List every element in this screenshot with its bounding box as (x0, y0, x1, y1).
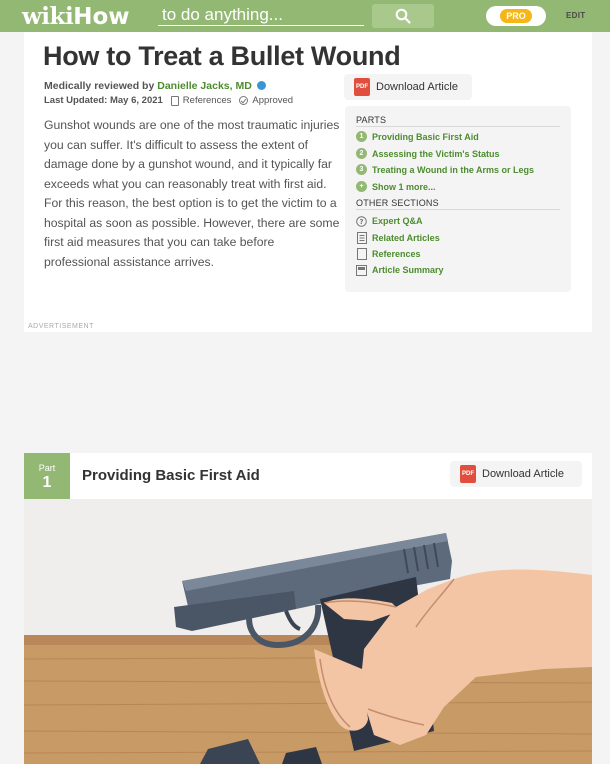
download-article-button-2[interactable] (450, 461, 582, 487)
toc-part-label: Treating a Wound in the Arms or Legs (372, 164, 535, 175)
approved-check-icon (239, 96, 248, 105)
pdf-icon: PDF (460, 465, 476, 483)
toc-part-3[interactable] (356, 164, 534, 175)
toc-section-label: References (372, 249, 421, 259)
show-more-link[interactable] (356, 181, 436, 192)
search-icon (395, 8, 411, 24)
part-number-badge: 2 (356, 148, 367, 159)
edit-button[interactable]: EDIT (566, 11, 586, 20)
svg-text:?: ? (359, 217, 364, 226)
toc-part-2[interactable] (356, 148, 500, 159)
toc-section-article-summary[interactable] (356, 264, 444, 276)
parts-heading: PARTS (356, 115, 387, 125)
toc-section-references[interactable] (356, 248, 421, 260)
intro-paragraph: Gunshot wounds are one of the most traumatic injuries you can suffer. It's difficult to assess the extent of damage done by a gunshot wound, and it typically far exceeds what you can reasonably treat with first aid. For this reason, the best option is to get the victim to a hospital as soon as possible. However, there are some first aid measures that you can take before professional assistance arrives. (44, 118, 340, 269)
references-icon (171, 96, 179, 106)
references-link[interactable]: References (182, 95, 232, 106)
article-meta-line (44, 95, 293, 106)
toc-section-label: Related Articles (372, 233, 440, 243)
table-of-contents (345, 106, 571, 292)
part-number-badge: 3 (356, 164, 367, 175)
approved-label: Approved (252, 95, 294, 106)
download-label: Download Article (482, 468, 564, 480)
last-updated: Last Updated: May 6, 2021 (44, 95, 163, 106)
summary-icon (356, 264, 367, 276)
part-title: Providing Basic First Aid (82, 467, 260, 484)
toc-section-label: Expert Q&A (372, 216, 423, 226)
question-icon (356, 215, 367, 227)
toc-section-expert-qa[interactable] (356, 215, 423, 227)
part-badge-number: 1 (42, 474, 52, 491)
document-icon (356, 232, 367, 244)
search-button[interactable] (372, 4, 434, 28)
toc-part-label: Providing Basic First Aid (372, 131, 479, 142)
part-section-card (24, 453, 592, 764)
toc-section-related-articles[interactable] (356, 232, 440, 244)
toc-divider (356, 126, 560, 127)
show-more-label: Show 1 more... (372, 181, 436, 192)
pdf-icon: PDF (354, 78, 370, 96)
search-input[interactable]: to do anything... (158, 4, 364, 26)
part-badge-label: Part (38, 463, 56, 473)
pro-label: PRO (500, 9, 532, 23)
step-illustration-hand-with-handgun[interactable] (24, 499, 592, 764)
reviewed-prefix: Medically reviewed by (44, 80, 155, 92)
logo-wiki-text: wiki (22, 3, 74, 30)
part-number-badge: 1 (356, 131, 367, 142)
advertisement-label: ADVERTISEMENT (28, 323, 94, 330)
pro-button[interactable] (486, 6, 546, 26)
logo-how-text: How (73, 4, 130, 30)
download-label: Download Article (376, 81, 458, 93)
reviewer-link[interactable]: Danielle Jacks, MD (157, 80, 252, 92)
toc-part-1[interactable] (356, 131, 479, 142)
plus-icon: + (356, 181, 367, 192)
download-article-button[interactable] (344, 74, 472, 100)
top-nav-bar (0, 0, 610, 32)
verified-badge-icon (257, 81, 266, 90)
toc-section-label: Article Summary (372, 265, 444, 275)
page-icon (356, 248, 367, 260)
article-intro-card (24, 32, 592, 332)
reviewed-by-line (44, 80, 266, 92)
page-title: How to Treat a Bullet Wound (43, 41, 401, 71)
toc-divider (356, 209, 560, 210)
other-sections-heading: OTHER SECTIONS (356, 198, 439, 208)
toc-part-label: Assessing the Victim's Status (372, 148, 500, 159)
part-badge (24, 453, 70, 499)
wikihow-logo[interactable] (22, 3, 130, 29)
